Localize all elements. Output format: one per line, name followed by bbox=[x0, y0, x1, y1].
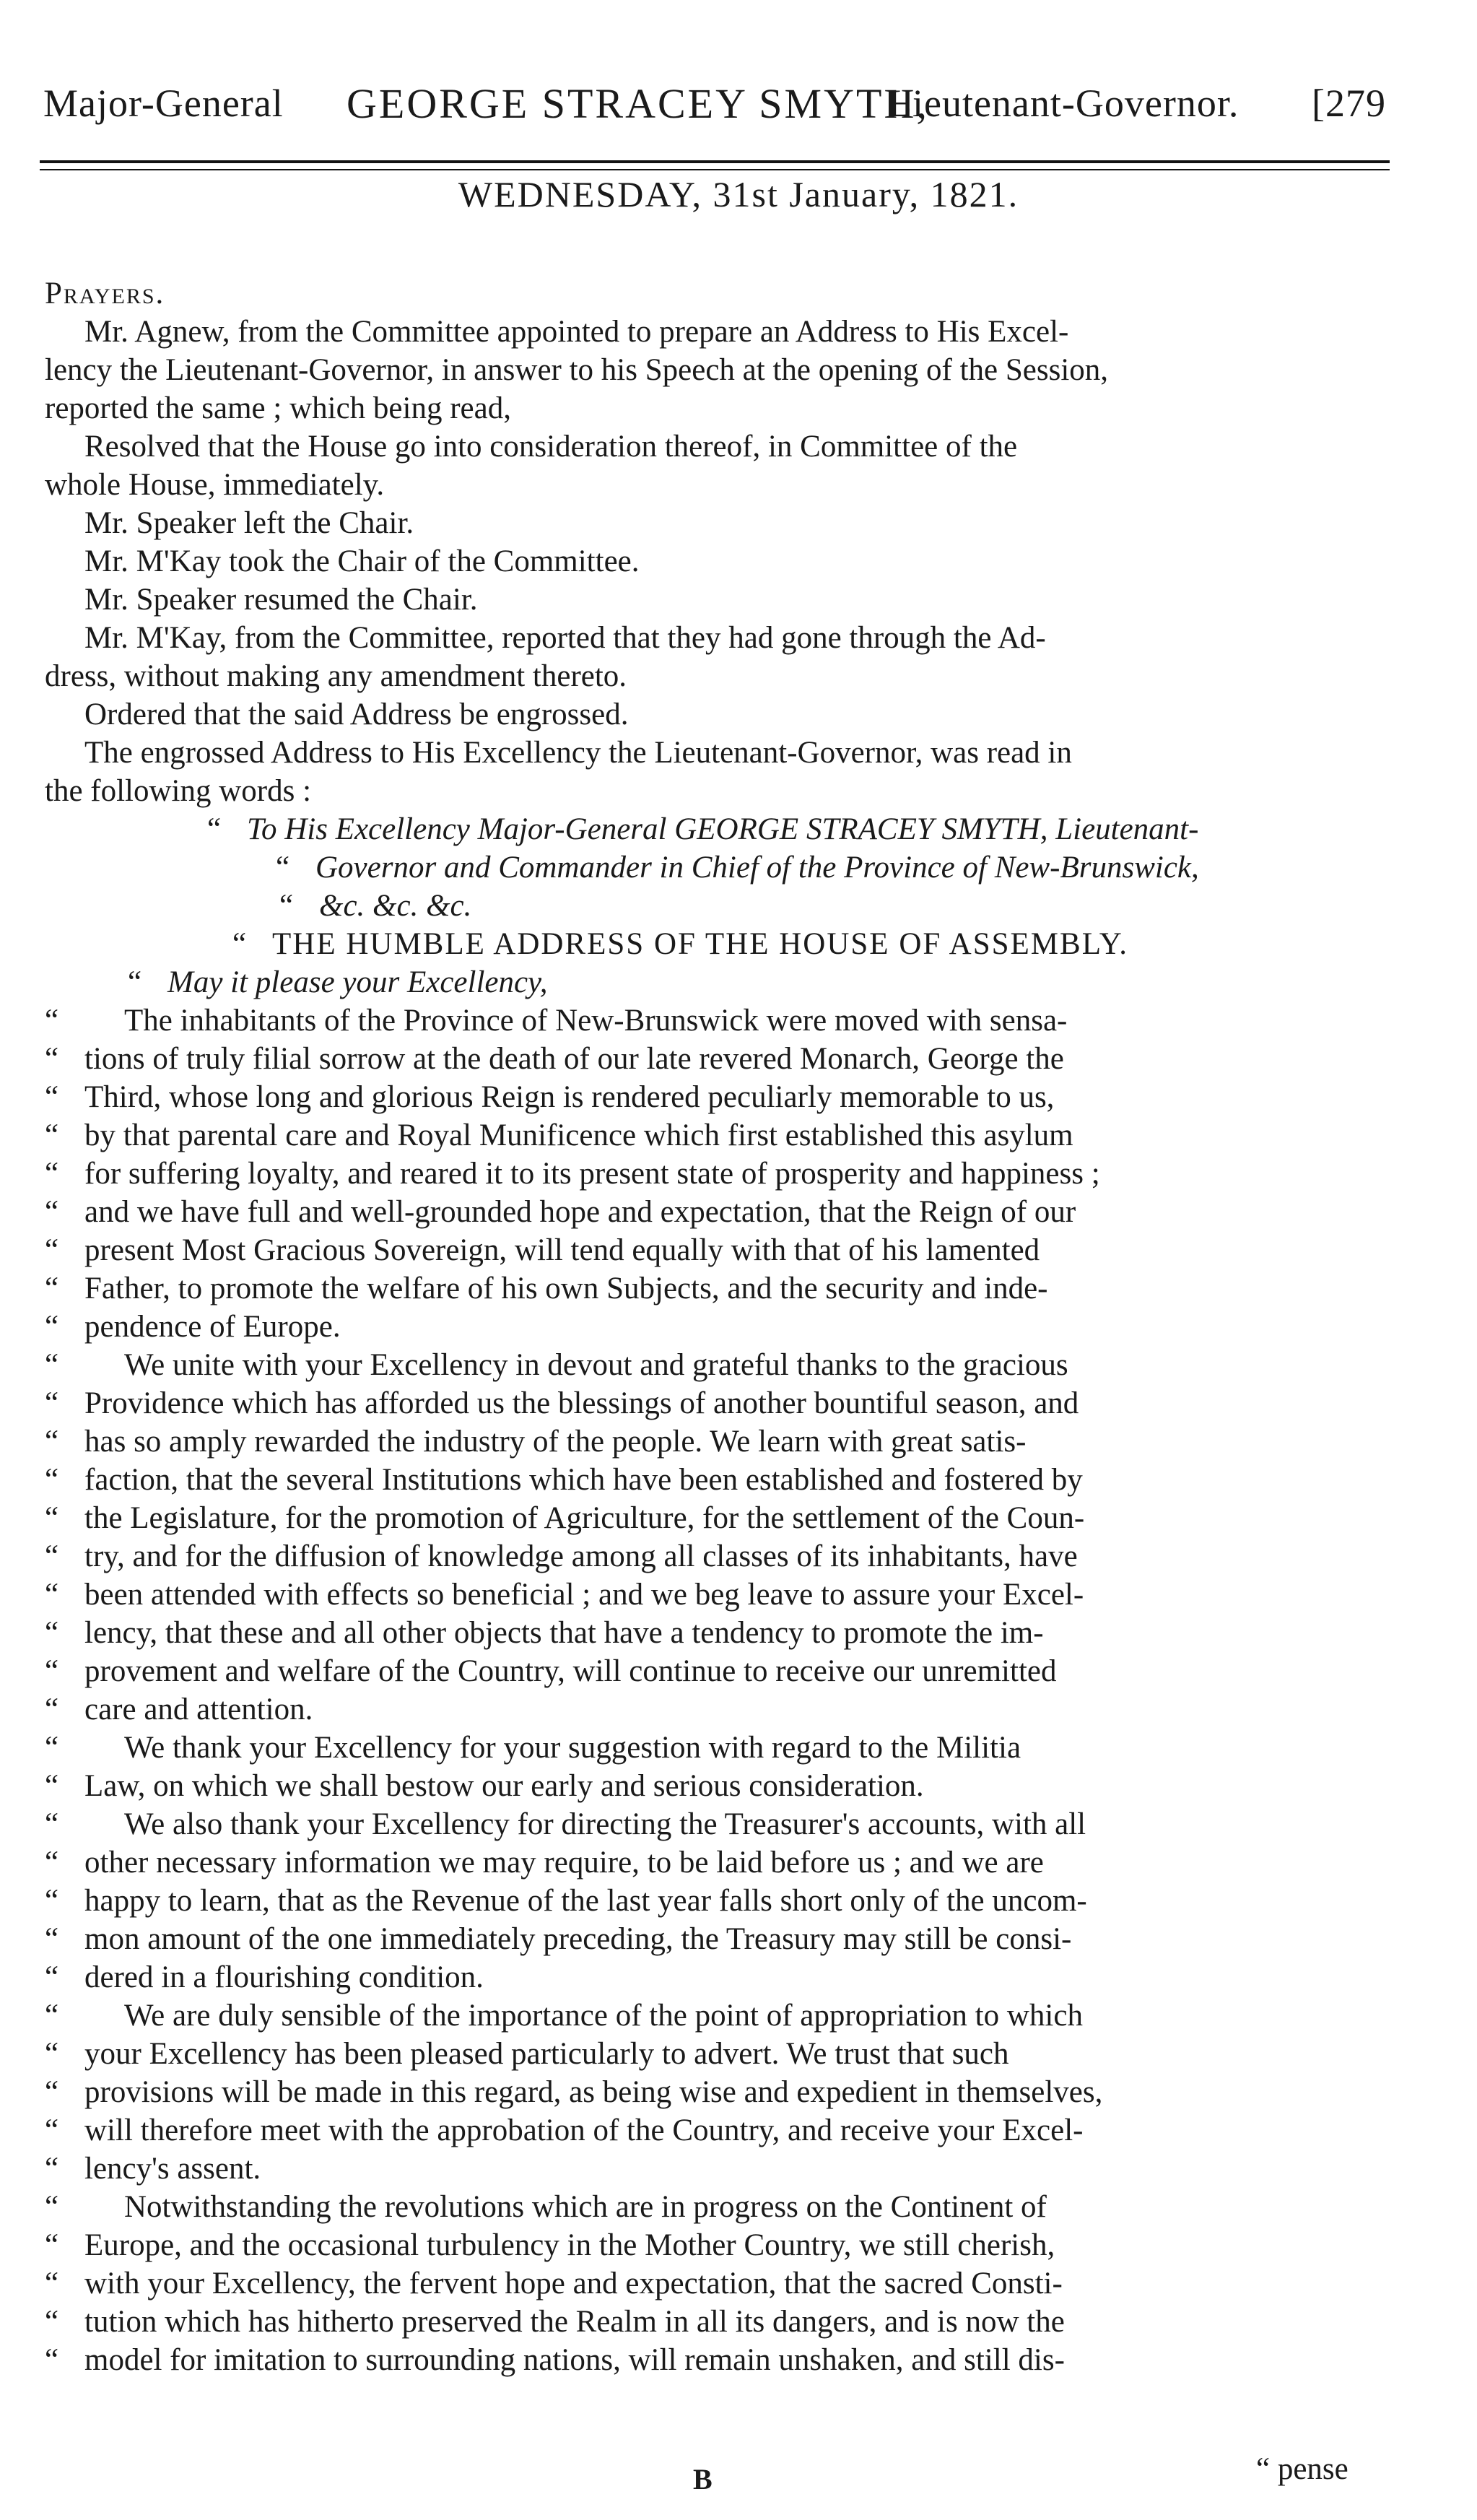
address-text: provisions will be made in this regard, as being wise and expedient in themselves, bbox=[84, 2075, 1103, 2109]
address-line bbox=[45, 1461, 1416, 1499]
address-text: care and attention. bbox=[84, 1693, 313, 1726]
text-line: whole House, immediately. bbox=[45, 468, 385, 502]
address-text: Notwithstanding the revolutions which are in progress on the Continent of bbox=[124, 2190, 1047, 2224]
quote-mark: “ bbox=[45, 1118, 59, 1152]
address-line bbox=[45, 1958, 1416, 1997]
quote-mark: “ bbox=[45, 1616, 59, 1650]
address-line bbox=[45, 1384, 1416, 1422]
quote-mark: “ bbox=[45, 2228, 59, 2262]
address-text: has so amply rewarded the industry of the people. We learn with great satis- bbox=[84, 1425, 1027, 1459]
page-number: [279 bbox=[1312, 82, 1386, 125]
address-text: for suffering loyalty, and reared it to its present state of prosperity and happiness ; bbox=[84, 1157, 1100, 1191]
quote-mark: “ bbox=[45, 1233, 59, 1267]
text-line: the following words : bbox=[45, 774, 312, 808]
quote-mark: “ bbox=[128, 965, 142, 999]
address-line bbox=[45, 963, 1416, 1002]
address-text: tions of truly filial sorrow at the death of our late revered Monarch, George the bbox=[84, 1042, 1064, 1076]
address-text: dered in a flourishing condition. bbox=[84, 1960, 484, 1994]
address-title: THE HUMBLE ADDRESS OF THE HOUSE OF ASSEMBLY. bbox=[272, 927, 1128, 961]
quote-mark: “ bbox=[45, 1272, 59, 1305]
address-text: other necessary information we may require, to be laid before us ; and we are bbox=[84, 1846, 1044, 1880]
address-text: by that parental care and Royal Munificence which first established this asylum bbox=[84, 1118, 1073, 1152]
address-line bbox=[45, 1805, 1416, 1843]
address-line bbox=[45, 1269, 1416, 1308]
address-text: Father, to promote the welfare of his own Subjects, and the security and inde- bbox=[84, 1272, 1048, 1305]
quote-mark: “ bbox=[45, 1539, 59, 1573]
address-line bbox=[45, 2226, 1416, 2264]
address-greeting: May it please your Excellency, bbox=[167, 965, 548, 999]
quote-mark: “ bbox=[45, 2075, 59, 2109]
address-line bbox=[45, 1193, 1416, 1231]
header-title: Lieutenant-Governor. bbox=[888, 82, 1239, 125]
address-line bbox=[45, 1002, 1416, 1040]
heading-prayers: Prayers. bbox=[45, 277, 165, 310]
address-text: We thank your Excellency for your suggestion with regard to the Militia bbox=[124, 1731, 1021, 1765]
quote-mark: “ bbox=[45, 1463, 59, 1497]
address-line bbox=[45, 1920, 1416, 1958]
address-text: lency, that these and all other objects that have a tendency to promote the im- bbox=[84, 1616, 1044, 1650]
quote-mark: “ bbox=[45, 1578, 59, 1612]
address-text: present Most Gracious Sovereign, will tend equally with that of his lamented bbox=[84, 1233, 1040, 1267]
quote-mark: “ bbox=[45, 2267, 59, 2300]
quote-mark: “ bbox=[45, 1386, 59, 1420]
quote-mark: “ bbox=[45, 2152, 59, 2186]
running-header bbox=[43, 72, 1386, 137]
quote-mark: “ bbox=[45, 1310, 59, 1344]
address-line bbox=[45, 1308, 1416, 1346]
text-line: reported the same ; which being read, bbox=[45, 391, 511, 425]
quote-mark: “ bbox=[45, 1807, 59, 1841]
quote-mark: “ bbox=[207, 812, 222, 846]
address-line bbox=[45, 2341, 1416, 2379]
address-text: lency's assent. bbox=[84, 2152, 261, 2186]
address-text: provement and welfare of the Country, will continue to receive our unremitted bbox=[84, 1654, 1057, 1688]
quote-mark: “ bbox=[276, 851, 290, 885]
address-heading bbox=[45, 925, 1416, 963]
quote-mark: “ bbox=[45, 1080, 59, 1114]
quote-mark: “ bbox=[45, 1846, 59, 1880]
address-text: We unite with your Excellency in devout and grateful thanks to the gracious bbox=[124, 1348, 1068, 1382]
address-line bbox=[45, 1231, 1416, 1269]
text-line: Mr. Speaker resumed the Chair. bbox=[84, 583, 478, 617]
quote-mark: “ bbox=[45, 1425, 59, 1459]
address-line bbox=[45, 2303, 1416, 2341]
dateline: WEDNESDAY, 31st January, 1821. bbox=[458, 174, 1019, 214]
quote-mark: “ bbox=[45, 1501, 59, 1535]
quote-mark: “ bbox=[45, 1922, 59, 1956]
text-line: Mr. Agnew, from the Committee appointed to prepare an Address to His Excel- bbox=[84, 315, 1069, 349]
address-text: happy to learn, that as the Revenue of the last year falls short only of the uncom- bbox=[84, 1884, 1087, 1918]
text-line: Resolved that the House go into consideration thereof, in Committee of the bbox=[84, 430, 1018, 464]
address-line bbox=[45, 1576, 1416, 1614]
quote-mark: “ bbox=[45, 2190, 59, 2224]
address-text: Third, whose long and glorious Reign is rendered peculiarly memorable to us, bbox=[84, 1080, 1055, 1114]
quote-mark: “ bbox=[232, 927, 248, 961]
address-line bbox=[45, 1997, 1416, 2035]
header-name: GEORGE STRACEY SMYTH, bbox=[347, 80, 929, 127]
address-line bbox=[45, 2188, 1416, 2226]
address-line bbox=[45, 2111, 1416, 2150]
address-line bbox=[45, 1422, 1416, 1461]
address-line bbox=[45, 1767, 1416, 1805]
text-line: Mr. Speaker left the Chair. bbox=[84, 506, 414, 540]
quote-mark: “ bbox=[279, 889, 294, 923]
text-line: dress, without making any amendment thereto. bbox=[45, 659, 627, 693]
address-line bbox=[45, 1078, 1416, 1116]
address-salutation: &c. &c. &c. bbox=[319, 889, 472, 923]
address-salutation: To His Excellency Major-General GEORGE STRACEY SMYTH, Lieutenant- bbox=[247, 812, 1199, 846]
address-line bbox=[45, 1729, 1416, 1767]
quote-mark: “ bbox=[45, 1042, 59, 1076]
address-line bbox=[45, 810, 1416, 848]
quote-mark: “ bbox=[45, 1157, 59, 1191]
address-text: your Excellency has been pleased particularly to advert. We trust that such bbox=[84, 2037, 1009, 2071]
quote-mark: “ bbox=[45, 1960, 59, 1994]
address-text: We also thank your Excellency for directing the Treasurer's accounts, with all bbox=[124, 1807, 1086, 1841]
text-line: Mr. M'Kay, from the Committee, reported that they had gone through the Ad- bbox=[84, 621, 1046, 655]
address-text: and we have full and well-grounded hope and expectation, that the Reign of our bbox=[84, 1195, 1076, 1229]
quote-mark: “ bbox=[45, 2305, 59, 2339]
address-line bbox=[45, 1040, 1416, 1078]
address-line bbox=[45, 1537, 1416, 1576]
address-text: with your Excellency, the fervent hope and expectation, that the sacred Consti- bbox=[84, 2267, 1063, 2300]
address-text: will therefore meet with the approbation of the Country, and receive your Excel- bbox=[84, 2113, 1084, 2147]
header-rank: Major-General bbox=[43, 82, 284, 125]
quote-mark: “ bbox=[45, 1731, 59, 1765]
address-text: We are duly sensible of the importance of the point of appropriation to which bbox=[124, 1999, 1083, 2033]
address-line bbox=[45, 1155, 1416, 1193]
signature-mark: B bbox=[693, 2463, 713, 2495]
quote-mark: “ bbox=[45, 1693, 59, 1726]
quote-mark: “ bbox=[45, 1884, 59, 1918]
catchword: “ pense bbox=[1256, 2452, 1349, 2486]
address-text: been attended with effects so beneficial ; and we beg leave to assure your Excel- bbox=[84, 1578, 1084, 1612]
address-text: mon amount of the one immediately preceding, the Treasury may still be consi- bbox=[84, 1922, 1072, 1956]
text-line: Ordered that the said Address be engrossed. bbox=[84, 698, 629, 731]
address-line bbox=[45, 2073, 1416, 2111]
address-text: pendence of Europe. bbox=[84, 1310, 341, 1344]
address-line bbox=[45, 1690, 1416, 1729]
address-text: faction, that the several Institutions which have been established and fostered by bbox=[84, 1463, 1083, 1497]
address-line bbox=[45, 1116, 1416, 1155]
address-text: Law, on which we shall bestow our early and serious consideration. bbox=[84, 1769, 924, 1803]
address-salutation: Governor and Commander in Chief of the Province of New-Brunswick, bbox=[315, 851, 1199, 885]
address-line bbox=[45, 2150, 1416, 2188]
quote-mark: “ bbox=[45, 1348, 59, 1382]
quote-mark: “ bbox=[45, 1195, 59, 1229]
quote-mark: “ bbox=[45, 2113, 59, 2147]
address-line bbox=[45, 1652, 1416, 1690]
address-text: the Legislature, for the promotion of Agriculture, for the settlement of the Coun- bbox=[84, 1501, 1085, 1535]
address-text: model for imitation to surrounding nations, will remain unshaken, and still dis- bbox=[84, 2343, 1065, 2377]
body-text bbox=[45, 274, 1416, 2379]
address-line bbox=[45, 1499, 1416, 1537]
text-line: Mr. M'Kay took the Chair of the Committee. bbox=[84, 544, 640, 578]
quote-mark: “ bbox=[45, 1769, 59, 1803]
address-line bbox=[45, 1882, 1416, 1920]
quote-mark: “ bbox=[45, 2343, 59, 2377]
address-text: Providence which has afforded us the blessings of another bountiful season, and bbox=[84, 1386, 1079, 1420]
address-line bbox=[45, 2264, 1416, 2303]
address-line bbox=[45, 1614, 1416, 1652]
address-text: The inhabitants of the Province of New-Brunswick were moved with sensa- bbox=[124, 1004, 1068, 1038]
header-rule-thick bbox=[40, 160, 1390, 163]
quote-mark: “ bbox=[45, 2037, 59, 2071]
header-rule-thin bbox=[40, 169, 1390, 170]
address-line bbox=[45, 2035, 1416, 2073]
address-line bbox=[45, 848, 1416, 887]
address-text: Europe, and the occasional turbulency in the Mother Country, we still cherish, bbox=[84, 2228, 1055, 2262]
address-line bbox=[45, 1346, 1416, 1384]
text-line: The engrossed Address to His Excellency the Lieutenant-Governor, was read in bbox=[84, 736, 1072, 770]
address-line bbox=[45, 1843, 1416, 1882]
address-line bbox=[45, 887, 1416, 925]
quote-mark: “ bbox=[45, 1999, 59, 2033]
text-line: lency the Lieutenant-Governor, in answer to his Speech at the opening of the Session, bbox=[45, 353, 1109, 387]
address-text: tution which has hitherto preserved the Realm in all its dangers, and is now the bbox=[84, 2305, 1065, 2339]
quote-mark: “ bbox=[45, 1004, 59, 1038]
address-text: try, and for the diffusion of knowledge among all classes of its inhabitants, have bbox=[84, 1539, 1078, 1573]
quote-mark: “ bbox=[45, 1654, 59, 1688]
